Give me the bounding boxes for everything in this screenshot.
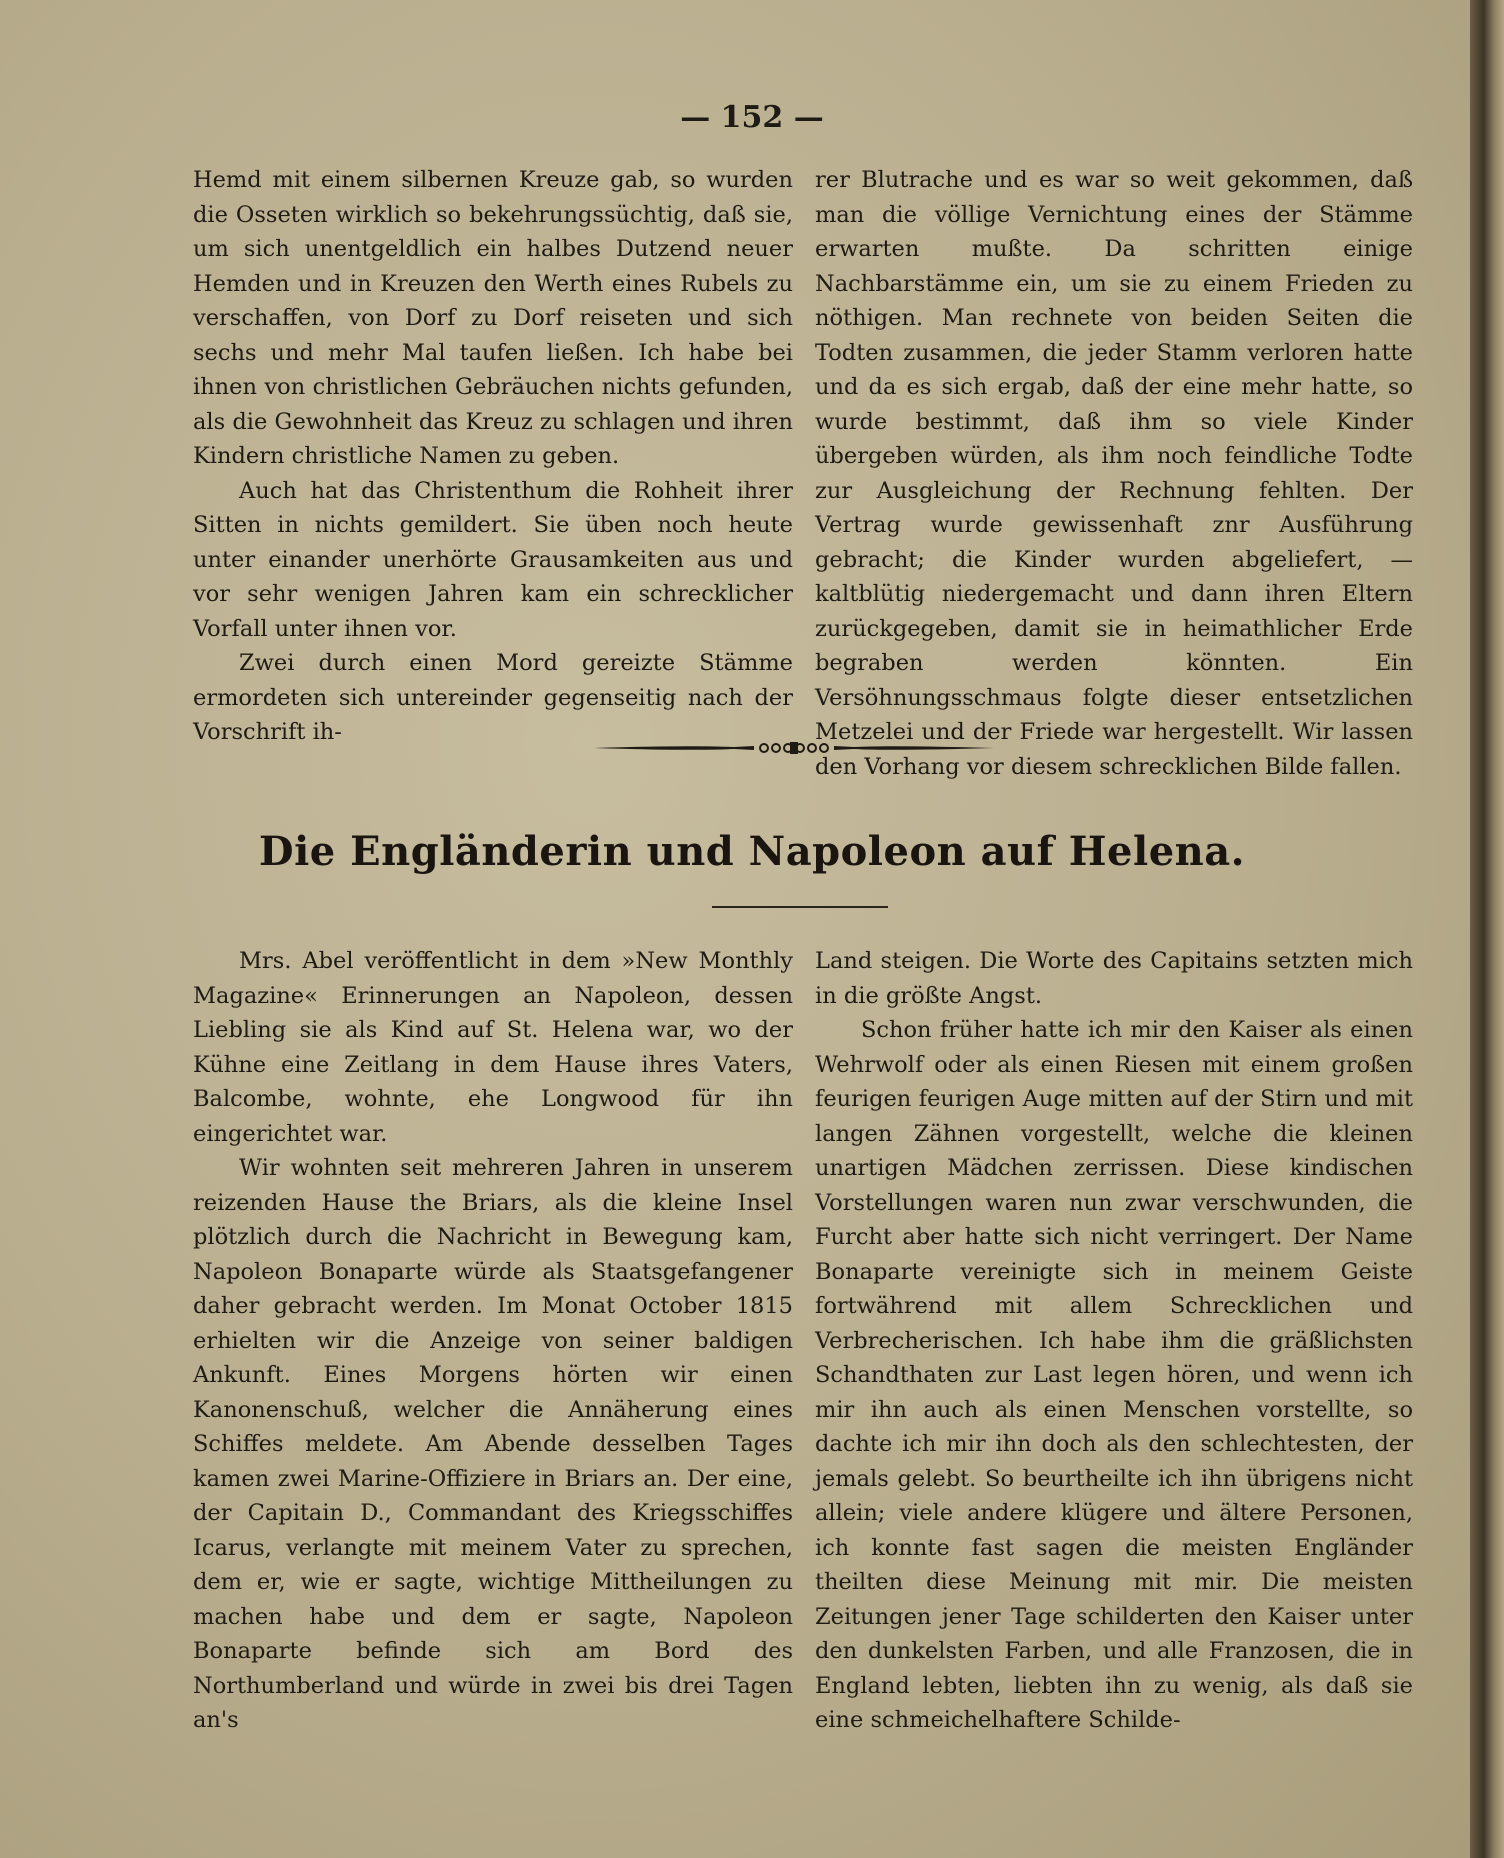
article-left-column xyxy=(193,944,793,1738)
book-spine-edge xyxy=(1470,0,1504,1858)
article-title: Die Engländerin und Napoleon auf Helena. xyxy=(258,828,1246,875)
paragraph: Land steigen. Die Worte des Capitains setzten mich in die größte Angst. xyxy=(815,948,1413,1009)
page-number: — 152 — xyxy=(680,100,824,135)
paragraph: Mrs. Abel veröffentlicht in dem »New Monthly Magazine« Erinnerungen an Napoleon, dessen Liebling sie als Kind auf St. Helena war, wo der Kühne eine Zeitlang in dem Hause ihres Vaters, Balcombe, wohnte, ehe Longwood für ihn eingerichtet war. xyxy=(193,948,793,1147)
paragraph: rer Blutrache und es war so weit gekommen, daß man die völlige Vernichtung eines der Stämme erwarten mußte. Da schritten einige Nachbarstämme ein, um sie zu einem Frieden zu nöthigen. Man rechnete von beiden Seiten die Todten zusammen, die jeder Stamm verloren hatte und da es sich ergab, daß der eine mehr hatte, so wurde bestimmt, daß ihm so viele Kinder übergeben würden, als ihm noch feindliche Todte zur Ausgleichung der Rechnung fehlten. Der Vertrag wurde gewissenhaft znr Ausführung gebracht; die Kinder wurden abgeliefert, — kaltblütig niedergemacht und dann ihren Eltern zurückgegeben, damit sie in heimathlicher Erde begraben werden könnten. Ein Versöhnungsschmaus folgte dieser entsetzlichen Metzelei und der Friede war hergestellt. Wir lassen den Vorhang vor diesem schrecklichen Bilde fallen. xyxy=(815,167,1413,780)
paragraph: Zwei durch einen Mord gereizte Stämme ermordeten sich untereinder gegenseitig nach der Vorschrift ih- xyxy=(193,650,793,745)
ornament-divider-icon xyxy=(594,736,994,760)
paragraph: Auch hat das Christenthum die Rohheit ihrer Sitten in nichts gemildert. Sie üben noch heute unter einander unerhörte Grausamkeiten aus und vor sehr wenigen Jahren kam ein schrecklicher Vorfall unter ihnen vor. xyxy=(193,477,793,642)
paragraph: Wir wohnten seit mehreren Jahren in unserem reizenden Hause the Briars, als die kleine Insel plötzlich durch die Nachricht in Bewegung kam, Napoleon Bonaparte würde als Staatsgefangener daher gebracht werden. Im Monat October 1815 erhielten wir die Anzeige von seiner baldigen Ankunft. Eines Morgens hörten wir einen Kanonenschuß, welcher die Annäherung eines Schiffes meldete. Am Abende desselben Tages kamen zwei Marine-Offiziere in Briars an. Der eine, der Capitain D., Commandant des Kriegsschiffes Icarus, verlangte mit meinem Vater zu sprechen, dem er, wie er sagte, wichtige Mittheilungen zu machen habe und dem er sagte, Napoleon Bonaparte befinde sich am Bord des Northumberland und würde in zwei bis drei Tagen an's xyxy=(193,1155,793,1733)
paragraph: Schon früher hatte ich mir den Kaiser als einen Wehrwolf oder als einen Riesen mit einem großen feurigen feurigen Auge mitten auf der Stirn und mit langen Zähnen vorgestellt, welche die kleinen unartigen Mädchen zerrissen. Diese kindischen Vorstellungen waren nun zwar verschwunden, die Furcht aber hatte sich nicht verringert. Der Name Bonaparte vereinigte sich in meinem Geiste fortwährend mit allem Schrecklichen und Verbrecherischen. Ich habe ihm die gräßlichsten Schandthaten zur Last legen hören, und wenn ich mir ihn auch als einen Menschen vorstellte, so dachte ich mir ihn doch als den schlechtesten, der jemals gelebt. So beurtheilte ich ihn übrigens nicht allein; viele andere klügere und ältere Personen, ich konnte fast sagen die meisten Engländer theilten diese Meinung mit mir. Die meisten Zeitungen jener Tage schilderten den Kaiser unter den dunkelsten Farben, und alle Franzosen, die in England lebten, liebten ihn zu wenig, als daß sie eine schmeichelhaftere Schilde- xyxy=(815,1017,1413,1733)
section1-right-column xyxy=(815,163,1413,784)
section1-left-column xyxy=(193,163,793,750)
article-right-column xyxy=(815,944,1413,1738)
paragraph: Hemd mit einem silbernen Kreuze gab, so wurden die Osseten wirklich so bekehrungssüchtig, daß sie, um sich unentgeldlich ein halbes Dutzend neuer Hemden und in Kreuzen den Werth eines Rubels zu verschaffen, von Dorf zu Dorf reiseten und sich sechs und mehr Mal taufen ließen. Ich habe bei ihnen von christlichen Gebräuchen nichts gefunden, als die Gewohnheit das Kreuz zu schlagen und ihren Kindern christliche Namen zu geben. xyxy=(193,167,793,469)
title-rule xyxy=(712,906,888,908)
